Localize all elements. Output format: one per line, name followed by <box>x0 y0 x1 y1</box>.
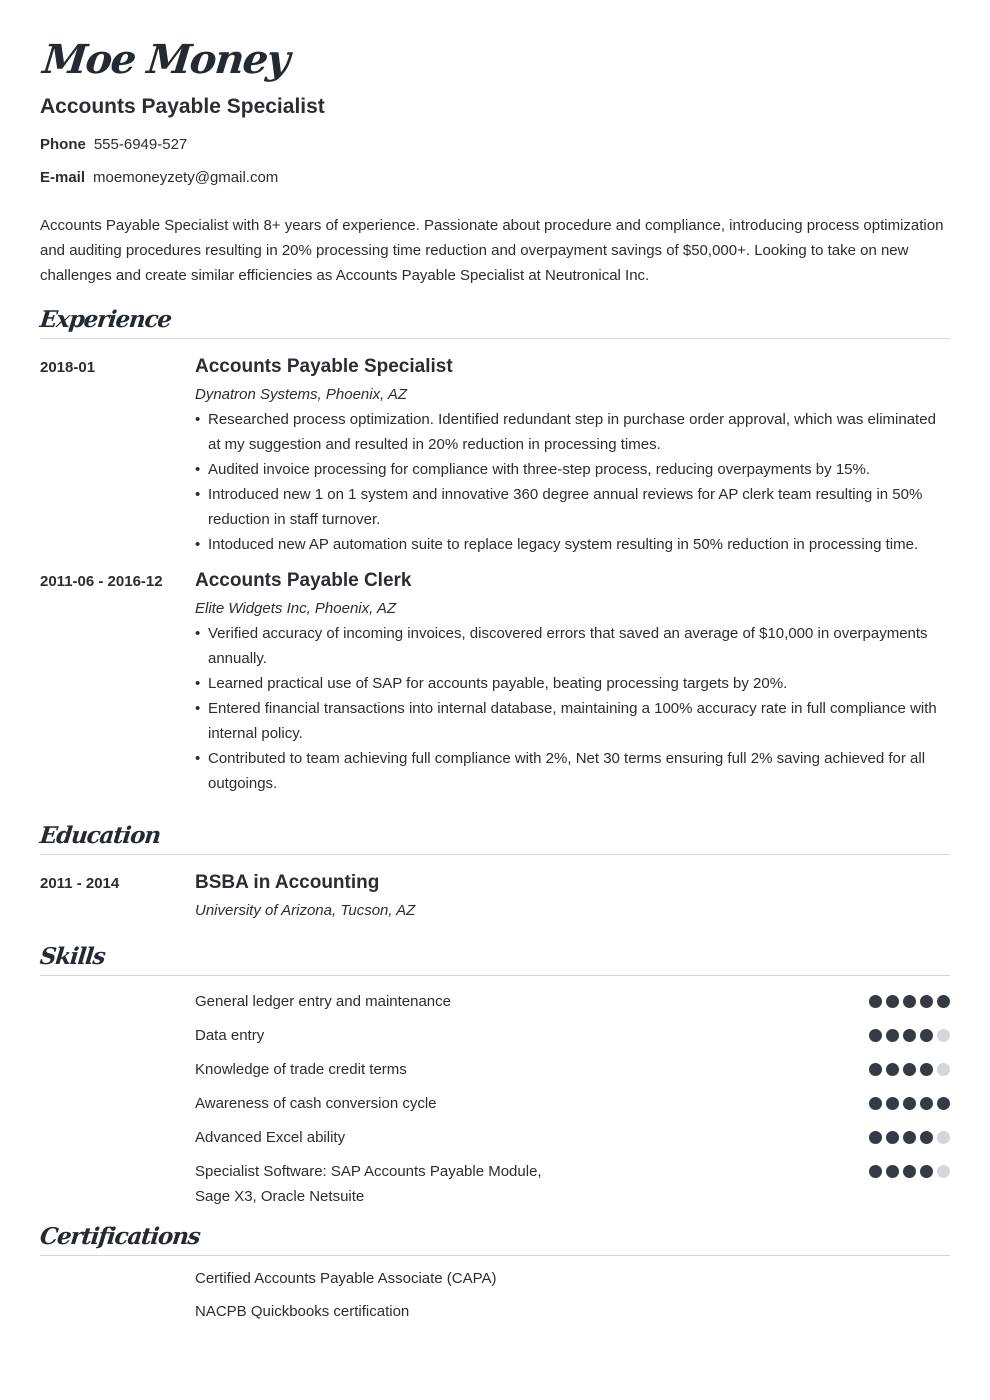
rating-dot-filled <box>920 1097 933 1110</box>
skill-name: General ledger entry and maintenance <box>195 993 451 1010</box>
profile-summary: Accounts Payable Specialist with 8+ years of experience. Passionate about procedure and compliance, introducing process optimization and auditing procedures resulting in 20% processing time reduction and overpayment savings of $50,000+. Looking to take on new challenges and create similar efficiencies as Accounts Payable Specialist at Neutronical Inc. <box>40 217 944 284</box>
bullet-marker: • <box>195 461 201 478</box>
rating-dot-empty <box>937 1131 950 1144</box>
education-entry <box>40 869 950 921</box>
rating-dot-filled <box>869 1131 882 1144</box>
experience-title: Accounts Payable Clerk <box>195 570 412 591</box>
phone-value: 555-6949-527 <box>93 136 188 153</box>
experience-entry <box>40 353 950 557</box>
skill-row <box>195 1057 950 1082</box>
section-heading-skills <box>40 941 950 976</box>
bullet-text: Entered financial transactions into internal database, maintaining a 100% accuracy rate in full compliance with internal policy. <box>208 700 937 742</box>
bullet-marker: • <box>195 486 201 503</box>
skill-name: Advanced Excel ability <box>195 1129 346 1146</box>
skill-row <box>195 1125 950 1150</box>
section-heading-education-text: Education <box>38 822 162 849</box>
education-degree: BSBA in Accounting <box>195 872 380 893</box>
bullet-item <box>195 457 950 482</box>
experience-bullets <box>195 407 950 557</box>
education-school: University of Arizona, Tucson, AZ <box>195 902 416 919</box>
rating-dot-filled <box>903 995 916 1008</box>
rating-dot-filled <box>869 1063 882 1076</box>
bullet-marker: • <box>195 411 201 428</box>
skill-name: Specialist Software: SAP Accounts Payable Module, Sage X3, Oracle Netsuite <box>195 1163 542 1205</box>
education-date: 2011 - 2014 <box>40 875 120 892</box>
rating-dot-empty <box>937 1063 950 1076</box>
skill-row <box>195 1023 950 1048</box>
experience-company: Dynatron Systems, Phoenix, AZ <box>195 386 408 403</box>
bullet-item <box>195 746 950 796</box>
skill-name: Data entry <box>195 1027 265 1044</box>
bullet-text: Audited invoice processing for compliance with three-step process, reducing overpayments by 15%. <box>208 461 871 478</box>
experience-company: Elite Widgets Inc, Phoenix, AZ <box>195 600 397 617</box>
rating-dot-filled <box>886 995 899 1008</box>
experience-date: 2011-06 - 2016-12 <box>40 573 163 590</box>
bullet-item <box>195 532 950 557</box>
rating-dot-filled <box>903 1029 916 1042</box>
bullet-text: Learned practical use of SAP for accounts payable, beating processing targets by 20%. <box>208 675 788 692</box>
rating-dot-filled <box>937 995 950 1008</box>
rating-dot-filled <box>869 1097 882 1110</box>
rating-dot-filled <box>920 1165 933 1178</box>
section-heading-education <box>40 820 950 855</box>
skill-rating <box>869 1023 950 1042</box>
rating-dot-filled <box>886 1029 899 1042</box>
rating-dot-filled <box>937 1097 950 1110</box>
rating-dot-filled <box>920 1063 933 1076</box>
bullet-text: Researched process optimization. Identified redundant step in purchase order approval, which was eliminated at my suggestion and resulted in 20% reduction in processing times. <box>208 411 936 453</box>
experience-body <box>195 567 950 796</box>
bullet-item <box>195 696 950 746</box>
bullet-text: Introduced new 1 on 1 system and innovative 360 degree annual reviews for AP clerk team resulting in 50% reduction in staff turnover. <box>208 486 923 528</box>
rating-dot-filled <box>920 1029 933 1042</box>
bullet-item <box>195 671 950 696</box>
bullet-item <box>195 482 950 532</box>
rating-dot-filled <box>920 995 933 1008</box>
rating-dot-filled <box>869 995 882 1008</box>
skills-list <box>195 989 950 1209</box>
bullet-text: Verified accuracy of incoming invoices, discovered errors that saved an average of $10,000 in overpayments annually. <box>208 625 928 667</box>
certification-item: NACPB Quickbooks certification <box>195 1303 410 1320</box>
email-label: E-mail <box>40 169 86 186</box>
rating-dot-filled <box>903 1131 916 1144</box>
bullet-marker: • <box>195 536 201 553</box>
rating-dot-empty <box>937 1165 950 1178</box>
skill-name: Knowledge of trade credit terms <box>195 1061 407 1078</box>
rating-dot-filled <box>869 1165 882 1178</box>
bullet-text: Intoduced new AP automation suite to replace legacy system resulting in 50% reduction in processing time. <box>208 536 919 553</box>
resume-page <box>40 0 950 1324</box>
rating-dot-filled <box>903 1063 916 1076</box>
skill-rating <box>869 1091 950 1110</box>
section-heading-certifications-text: Certifications <box>38 1223 202 1250</box>
experience-bullets <box>195 621 950 796</box>
section-heading-experience <box>40 304 950 339</box>
bullet-marker: • <box>195 625 201 642</box>
experience-title: Accounts Payable Specialist <box>195 356 453 377</box>
bullet-marker: • <box>195 700 201 717</box>
skill-row <box>195 1159 950 1209</box>
section-heading-certifications <box>40 1221 950 1256</box>
rating-dot-filled <box>920 1131 933 1144</box>
experience-body <box>195 353 950 557</box>
skill-rating <box>869 989 950 1008</box>
phone-label: Phone <box>40 136 86 153</box>
skill-rating <box>869 1057 950 1076</box>
skill-rating <box>869 1159 950 1178</box>
rating-dot-filled <box>886 1131 899 1144</box>
rating-dot-filled <box>886 1097 899 1110</box>
skill-row <box>195 989 950 1014</box>
bullet-text: Contributed to team achieving full compliance with 2%, Net 30 terms ensuring full 2% saving achieved for all outgoings. <box>208 750 926 792</box>
bullet-marker: • <box>195 675 201 692</box>
email-row <box>40 168 950 188</box>
rating-dot-filled <box>886 1063 899 1076</box>
bullet-item <box>195 621 950 671</box>
skill-row <box>195 1091 950 1116</box>
skill-rating <box>869 1125 950 1144</box>
email-value: moemoneyzety@gmail.com <box>93 169 279 186</box>
certifications-list <box>195 1266 950 1324</box>
section-heading-experience-text: Experience <box>38 306 173 333</box>
experience-date: 2018-01 <box>40 359 96 376</box>
rating-dot-filled <box>903 1165 916 1178</box>
certification-item: Certified Accounts Payable Associate (CAPA) <box>195 1270 497 1287</box>
phone-row <box>40 135 950 155</box>
rating-dot-filled <box>886 1165 899 1178</box>
skill-name: Awareness of cash conversion cycle <box>195 1095 437 1112</box>
rating-dot-filled <box>869 1029 882 1042</box>
section-heading-skills-text: Skills <box>38 943 106 970</box>
bullet-item <box>195 407 950 457</box>
candidate-title: Accounts Payable Specialist <box>40 95 325 118</box>
experience-entry <box>40 567 950 796</box>
bullet-marker: • <box>195 750 201 767</box>
rating-dot-filled <box>903 1097 916 1110</box>
candidate-name: Moe Money <box>40 36 292 83</box>
education-body <box>195 869 950 921</box>
rating-dot-empty <box>937 1029 950 1042</box>
